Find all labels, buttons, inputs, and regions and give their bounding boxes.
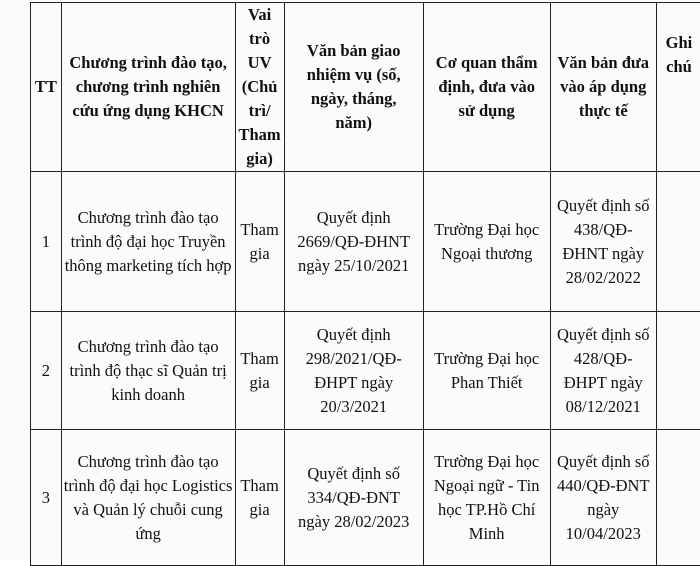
header-program: Chương trình đào tạo, chương trình nghiên cứu ứng dụng KHCN xyxy=(61,3,235,172)
row-agency: Trường Đại học Phan Thiết xyxy=(423,312,550,430)
row-apply-doc: Quyết định số 440/QĐ-ĐNT ngày 10/04/2023 xyxy=(550,430,656,566)
row-apply-doc: Quyết định số 438/QĐ-ĐHNT ngày 28/02/2022 xyxy=(550,172,656,312)
header-note: Ghi chú xyxy=(656,3,700,172)
header-tt: TT xyxy=(31,3,62,172)
row-note xyxy=(656,430,700,566)
row-tt: 1 xyxy=(31,172,62,312)
row-role: Tham gia xyxy=(235,430,284,566)
header-role-text: Vai trò UV (Chủ trì/ Tham gia) xyxy=(236,3,284,171)
row-role: Tham gia xyxy=(235,172,284,312)
row-program: Chương trình đào tạo trình độ đại học Logistics và Quản lý chuỗi cung ứng xyxy=(61,430,235,566)
header-role xyxy=(235,3,284,172)
training-programs-table xyxy=(30,2,700,566)
row-note xyxy=(656,172,700,312)
row-agency: Trường Đại học Ngoại thương xyxy=(423,172,550,312)
row-tt: 2 xyxy=(31,312,62,430)
header-assign-doc: Văn bản giao nhiệm vụ (số, ngày, tháng, năm) xyxy=(284,3,423,172)
row-assign-doc: Quyết định số 334/QĐ-ĐNT ngày 28/02/2023 xyxy=(284,430,423,566)
row-role: Tham gia xyxy=(235,312,284,430)
row-agency: Trường Đại học Ngoại ngữ - Tin học TP.Hồ Chí Minh xyxy=(423,430,550,566)
table-row xyxy=(31,172,700,312)
table-row xyxy=(31,430,700,566)
header-agency: Cơ quan thẩm định, đưa vào sử dụng xyxy=(423,3,550,172)
table-row xyxy=(31,312,700,430)
row-tt: 3 xyxy=(31,430,62,566)
row-assign-doc: Quyết định 2669/QĐ-ĐHNT ngày 25/10/2021 xyxy=(284,172,423,312)
table-header-row xyxy=(31,3,700,172)
row-program: Chương trình đào tạo trình độ đại học Truyền thông marketing tích hợp xyxy=(61,172,235,312)
row-note xyxy=(656,312,700,430)
row-apply-doc: Quyết định số 428/QĐ-ĐHPT ngày 08/12/2021 xyxy=(550,312,656,430)
row-program: Chương trình đào tạo trình độ thạc sĩ Quản trị kinh doanh xyxy=(61,312,235,430)
row-assign-doc: Quyết định 298/2021/QĐ-ĐHPT ngày 20/3/2021 xyxy=(284,312,423,430)
header-apply-doc: Văn bản đưa vào áp dụng thực tế xyxy=(550,3,656,172)
